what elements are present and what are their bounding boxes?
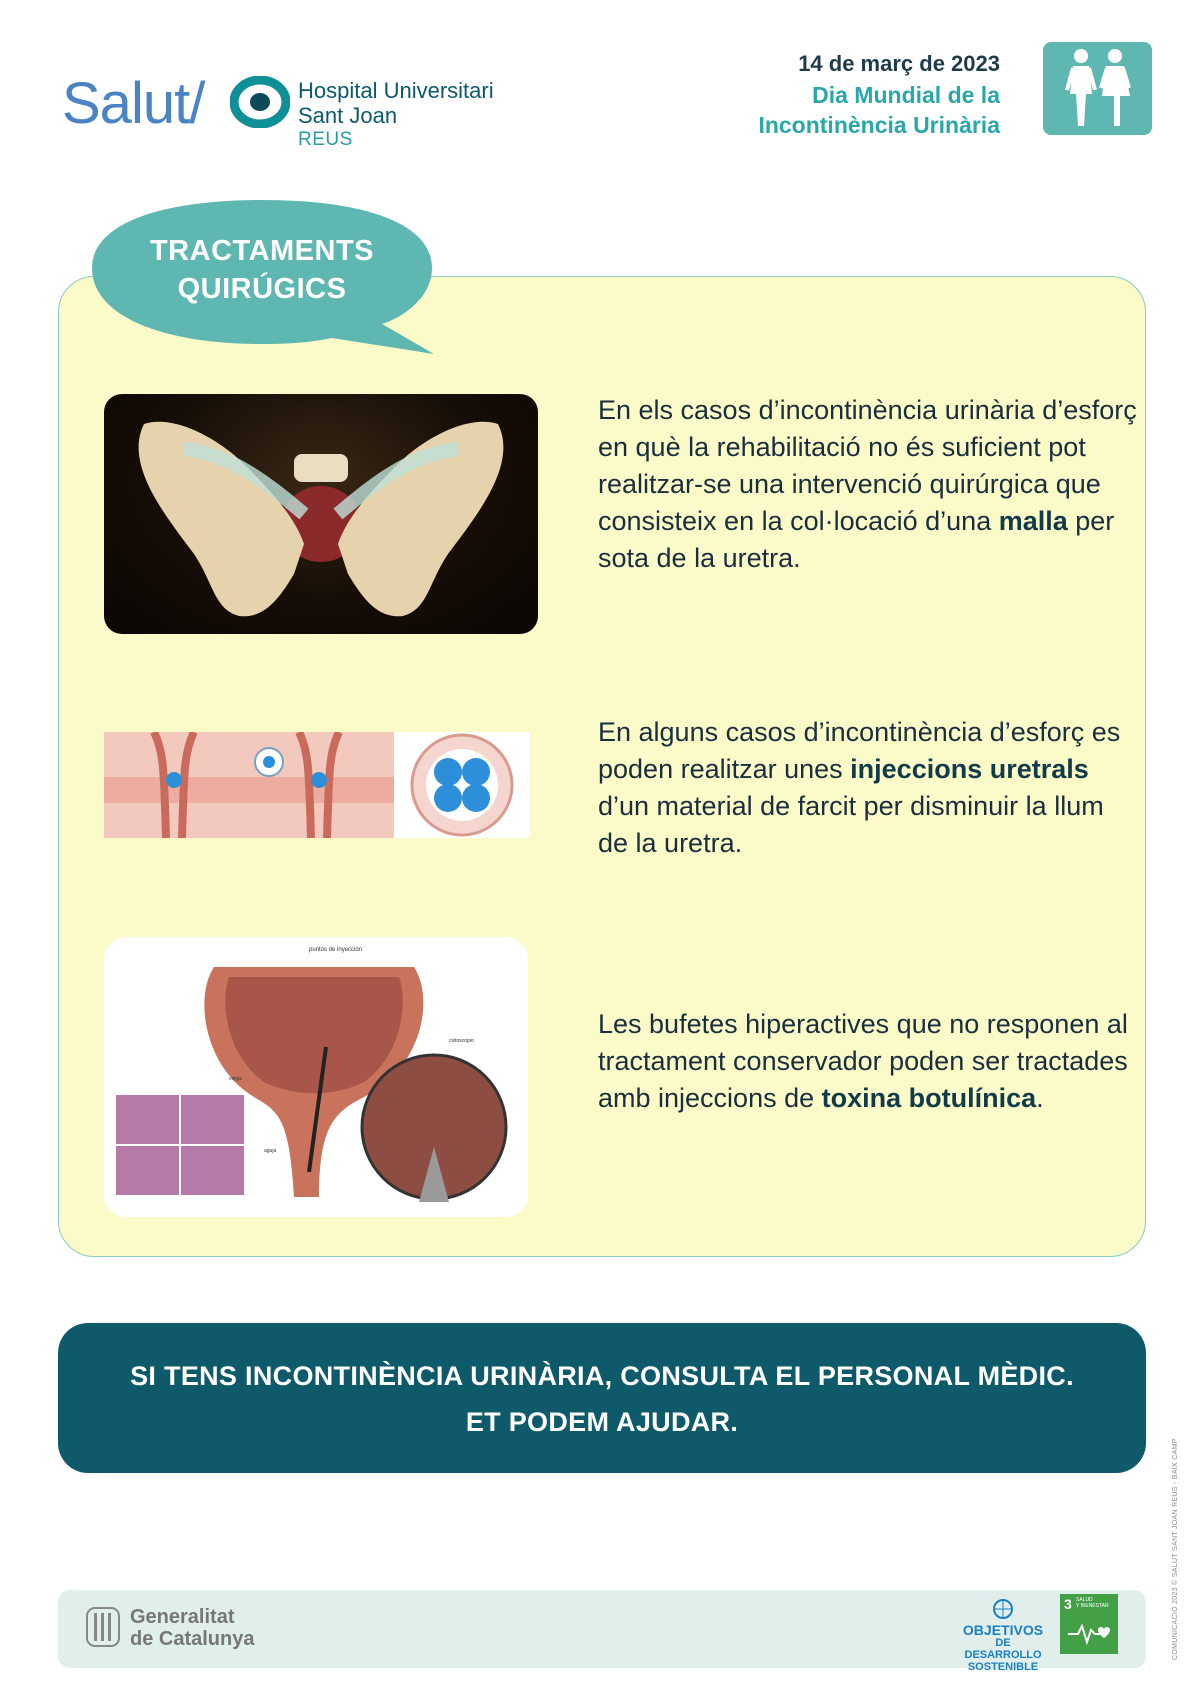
paragraph-botox-tail: . — [1036, 1083, 1044, 1113]
hospital-name-line1: Hospital Universitari — [298, 78, 494, 103]
figure-label-bladder: vejiga — [229, 1076, 243, 1082]
restroom-people-icon — [1043, 42, 1152, 135]
generalitat-text — [130, 1606, 254, 1650]
section-title-line2: QUIRÚGICS — [177, 273, 347, 305]
paragraph-mesh-bold: malla — [998, 506, 1068, 536]
heartbeat-icon — [1060, 1594, 1118, 1654]
copyright-note: COMUNICACIÓ 2023 © SALUT SANT JOAN REUS - BAIX CAMP — [1172, 1438, 1179, 1660]
paragraph-injections-bold: injeccions uretrals — [850, 754, 1089, 784]
sdg-goal-number: 3 — [1064, 1596, 1072, 1612]
sdg-goal-label-line1: SALUD — [1076, 1597, 1093, 1603]
cta-line1: SI TENS INCONTINÈNCIA URINÀRIA, CONSULTA EL PERSONAL MÈDIC. — [130, 1361, 1074, 1391]
paragraph-injections — [598, 714, 1138, 862]
paragraph-mesh-tail: per sota de la uretra. — [598, 506, 1115, 573]
paragraph-mesh-text: En els casos d’incontinència urinària d’esforç en què la rehabilitació no és suficient pot realitzar-se una intervenció quirúrgica que consisteix en la col·locació d’una — [598, 395, 1137, 536]
un-globe-icon — [992, 1598, 1014, 1620]
sdg-goal-label-line2: Y BIENESTAR — [1076, 1603, 1109, 1609]
pelvis-mesh-illustration — [104, 394, 538, 634]
figure-label-injection-points: puntos de inyección — [309, 947, 363, 953]
urethral-injection-illustration — [104, 732, 530, 838]
ods-line3: SOSTENIBLE — [967, 1661, 1039, 1673]
section-title — [92, 232, 432, 308]
bladder-botox-injection-illustration — [104, 937, 528, 1217]
ods-line2: DE DESARROLLO — [964, 1637, 1042, 1661]
event-date: 14 de març de 2023 — [798, 51, 1000, 76]
paragraph-botox-bold: toxina botulínica — [821, 1083, 1037, 1113]
event-name — [758, 80, 1000, 140]
paragraph-injections-text: En alguns casos d’incontinència d’esforç es poden realitzar unes — [598, 717, 1121, 784]
paragraph-botox-text: Les bufetes hiperactives que no responen al tractament conservador poden ser tractades amb injeccions de — [598, 1009, 1128, 1113]
ods-line1: OBJETIVOS — [962, 1622, 1044, 1638]
cta-line2: ET PODEM AJUDAR. — [465, 1407, 739, 1437]
section-title-line1: TRACTAMENTS — [149, 235, 375, 267]
sdg-logo — [960, 1598, 1046, 1673]
call-to-action-banner — [58, 1323, 1146, 1473]
generalitat-emblem-icon — [86, 1607, 120, 1647]
figure-label-cystoscope: cistoscopio — [449, 1038, 474, 1044]
paragraph-botox — [598, 1006, 1138, 1117]
gov-line2: de Catalunya — [130, 1628, 255, 1650]
hospital-name-line2: Sant Joan — [298, 103, 398, 128]
event-name-line2: Incontinència Urinària — [758, 112, 1000, 138]
event-name-line1: Dia Mundial de la — [812, 82, 1000, 108]
hospital-name — [298, 78, 494, 128]
figure-label-needle: aguja — [264, 1148, 277, 1154]
salut-logo-text: Salut/ — [62, 71, 205, 136]
paragraph-mesh — [598, 392, 1138, 577]
sdg-goal-3-tile — [1060, 1594, 1118, 1654]
paragraph-injections-tail: d’un material de farcit per disminuir la llum de la uretra. — [598, 791, 1104, 858]
gov-line1: Generalitat — [130, 1606, 235, 1628]
hospital-logo-icon — [230, 76, 290, 128]
hospital-city: REUS — [298, 129, 353, 150]
